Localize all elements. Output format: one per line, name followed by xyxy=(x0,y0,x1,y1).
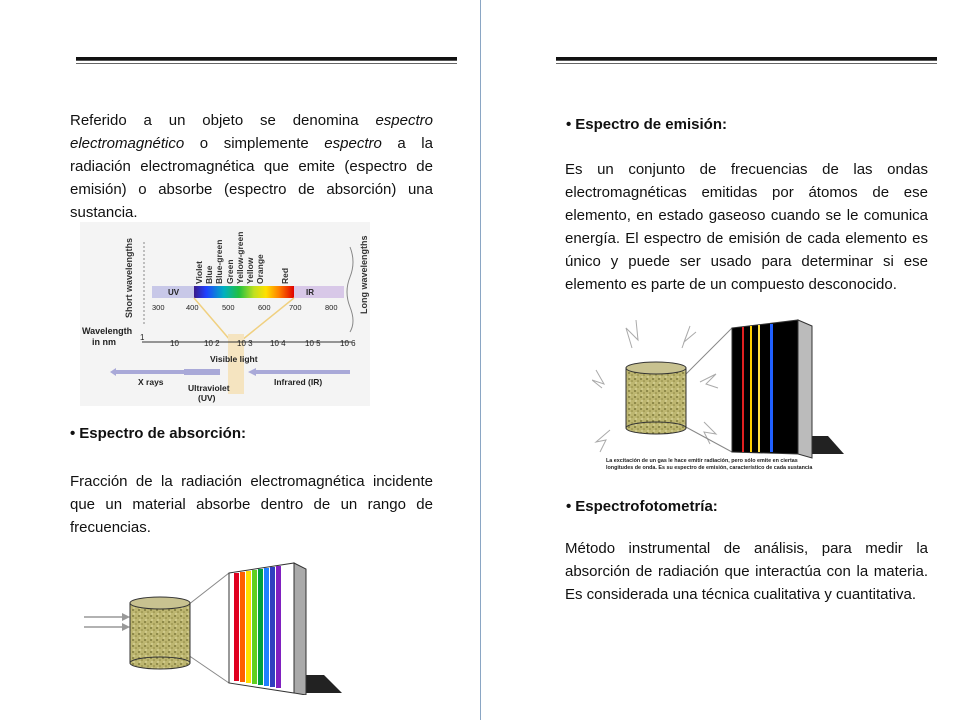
spectrophotometry-bullet: • xyxy=(566,498,572,515)
intro-part1: Referido a un objeto se denomina xyxy=(70,112,376,129)
emission-title: Espectro de emisión: xyxy=(575,116,727,133)
absorption-illustration xyxy=(84,555,344,695)
log-tick-10-2: 10 2 xyxy=(204,339,220,348)
uv-label: UV xyxy=(168,288,180,297)
log-tick-1: 1 xyxy=(140,333,145,342)
short-wavelengths-label: Short wavelengths xyxy=(124,237,134,318)
emission-bullet: • xyxy=(566,116,572,133)
emission-illustration xyxy=(592,318,852,478)
emission-caption-line1: La excitación de un gas le hace emitir radiación, pero sólo emite en ciertas xyxy=(606,458,798,464)
absorption-title: Espectro de absorción: xyxy=(79,425,246,442)
nm-tick-400: 400 xyxy=(186,303,199,312)
color-blue-green: Blue-green xyxy=(214,239,224,284)
intro-em1: espectro electromagnético xyxy=(70,112,433,152)
log-tick-10-4: 10 4 xyxy=(270,339,286,348)
color-violet: Violet xyxy=(194,261,204,284)
page-divider xyxy=(480,0,481,720)
color-green: Green xyxy=(225,259,235,284)
uv-paren-label: (UV) xyxy=(198,393,216,403)
color-yellow: Yellow xyxy=(245,257,255,284)
infrared-label: Infrared (IR) xyxy=(274,377,323,387)
spectrophotometry-body: Método instrumental de análisis, para medir la absorción de radiación que interactúa con la materia. Es considerada una técnica cualitativa y cuantitativa. xyxy=(565,540,928,603)
color-orange: Orange xyxy=(255,254,265,284)
visible-light-label: Visible light xyxy=(210,354,258,364)
absorption-bullet: • xyxy=(70,425,76,442)
nm-tick-300: 300 xyxy=(152,303,165,312)
ir-label: IR xyxy=(306,288,314,297)
nm-tick-600: 600 xyxy=(258,303,271,312)
em-spectrum-figure xyxy=(80,222,370,406)
wavelength-label: Wavelength xyxy=(82,326,133,336)
color-red: Red xyxy=(280,267,290,284)
log-tick-10-5: 10 5 xyxy=(305,339,321,348)
emission-caption-line2: longitudes de onda. Es su espectro de emisión, característico de cada sustancia xyxy=(606,465,813,471)
log-tick-10-6: 10 6 xyxy=(340,339,356,348)
in-nm-label: in nm xyxy=(92,337,116,347)
emission-heading xyxy=(566,116,727,133)
intro-part2: o simplemente xyxy=(184,135,325,152)
spectrophotometry-heading xyxy=(566,498,718,515)
color-blue: Blue xyxy=(204,265,214,284)
nm-tick-700: 700 xyxy=(289,303,302,312)
nm-tick-500: 500 xyxy=(222,303,235,312)
right-header-rule xyxy=(556,57,937,61)
log-tick-10: 10 xyxy=(170,339,179,348)
intro-paragraph xyxy=(70,109,433,224)
absorption-body: Fracción de la radiación electromagnética incidente que un material absorbe dentro de un rango de frecuencias. xyxy=(70,473,433,536)
left-header-rule xyxy=(76,57,457,61)
long-wavelengths-label: Long wavelengths xyxy=(359,235,369,314)
intro-part3: a la radiación electromagnética que emite (espectro de emisión) o absorbe (espectro de absorción) una sustancia. xyxy=(70,135,433,221)
color-yellow-green: Yellow-green xyxy=(235,231,245,284)
absorption-heading xyxy=(70,425,246,442)
spectrophotometry-title: Espectrofotometría: xyxy=(575,498,718,515)
x-rays-label: X rays xyxy=(138,377,164,387)
emission-body: Es un conjunto de frecuencias de las ondas electromagnéticas emitidas por átomos de ese elemento, en estado gaseoso cuando se le comunica energía. El espectro de emisión de cada elemento es único y puede ser usado para determinar si ese elemento es parte de un compuesto desconocido. xyxy=(565,161,928,293)
intro-em2: espectro xyxy=(324,135,382,152)
log-tick-10-3: 10 3 xyxy=(237,339,253,348)
ultraviolet-label: Ultraviolet xyxy=(188,383,230,393)
nm-tick-800: 800 xyxy=(325,303,338,312)
